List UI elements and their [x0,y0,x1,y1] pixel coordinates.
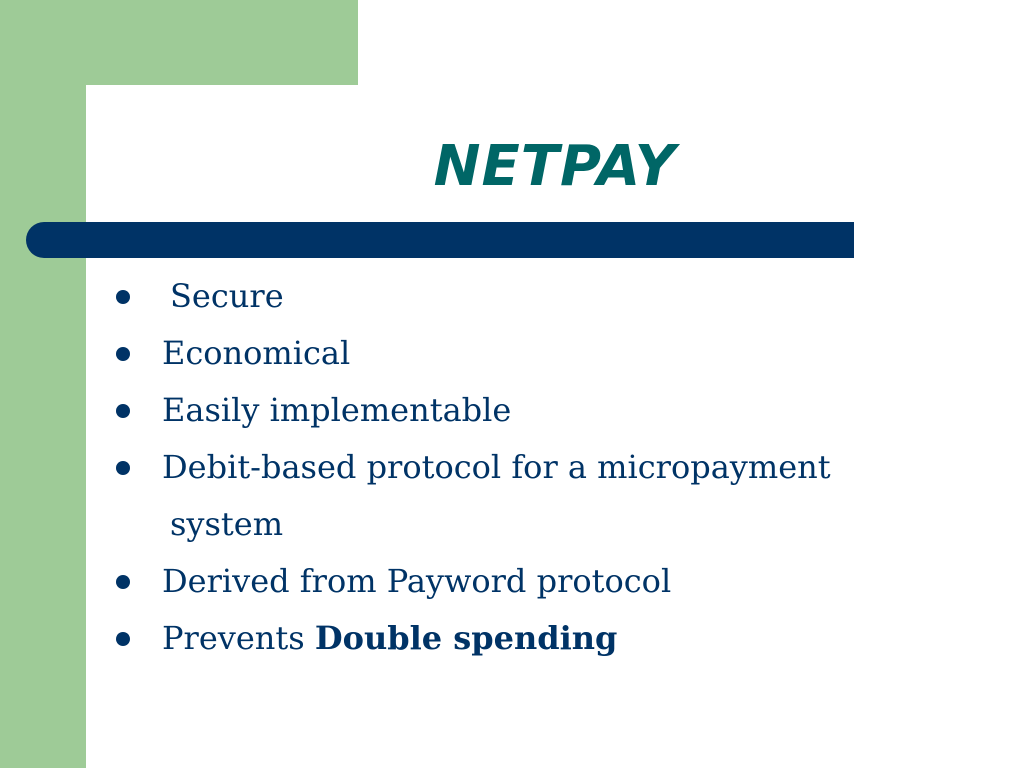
left-green-band [0,0,86,768]
bullet-text: Secure [170,277,284,315]
bullet-dot-icon [116,347,130,361]
bullet-text: Economical [162,334,351,372]
slide-title: NETPAY [433,134,677,199]
bullet-dot-icon [116,461,130,475]
bullet-dot-icon [116,404,130,418]
bullet-text-bold: Double spending [314,619,618,657]
bullet-text-prefix: Prevents [162,619,315,657]
bullet-dot-icon [116,575,130,589]
bullet-text: Derived from Payword protocol [162,562,672,600]
bullet-text: Debit-based protocol for a micropayment [162,448,831,486]
title-underline-bar [26,222,854,258]
bullet-dot-icon [116,290,130,304]
bullet-text: Easily implementable [162,391,512,429]
bullet-continuation-text: system [170,505,284,543]
bullet-dot-icon [116,632,130,646]
bullet-text-mixed [162,610,617,667]
top-green-corner [0,0,358,85]
